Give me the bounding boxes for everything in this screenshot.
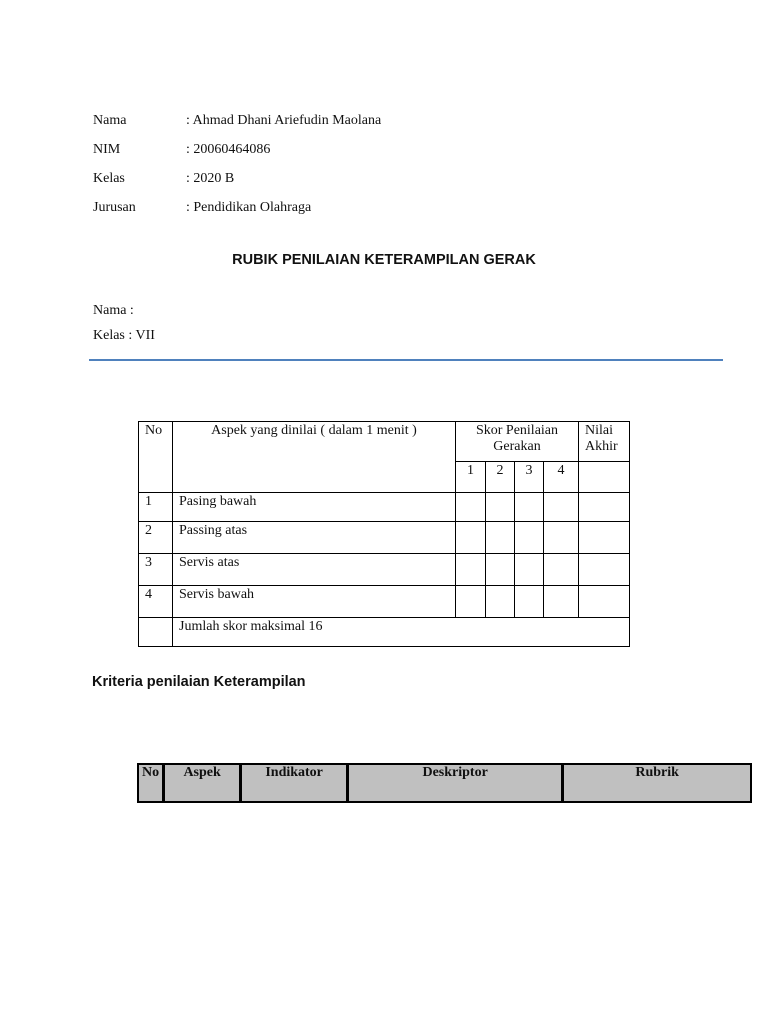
score-col-3: 3 <box>515 462 544 493</box>
info-label: Jurusan <box>93 200 136 215</box>
score-cell <box>486 586 515 618</box>
score-cell <box>544 586 579 618</box>
score-col-4: 4 <box>544 462 579 493</box>
score-col-2: 2 <box>486 462 515 493</box>
table-row <box>139 493 630 522</box>
nilai-cell <box>579 522 630 554</box>
row-no: 1 <box>139 493 173 522</box>
header-skor: Skor Penilaian Gerakan <box>456 422 579 462</box>
rubric-header-indikator: Indikator <box>241 764 348 803</box>
score-col-1: 1 <box>456 462 486 493</box>
nilai-cell <box>579 586 630 618</box>
info-value: : Ahmad Dhani Ariefudin Maolana <box>186 113 382 128</box>
info-label: NIM <box>93 142 121 157</box>
row-aspek: Passing atas <box>173 522 456 554</box>
info-value: : 2020 B <box>186 171 235 186</box>
info-label: Kelas <box>93 171 125 186</box>
info-value: : 20060464086 <box>186 142 271 157</box>
row-no: 4 <box>139 586 173 618</box>
rubric-header-rubrik: Rubrik <box>563 764 752 803</box>
row-aspek: Servis atas <box>173 554 456 586</box>
rubric-header-aspek: Aspek <box>164 764 241 803</box>
score-cell <box>544 522 579 554</box>
header-nilai: Nilai Akhir <box>579 422 630 462</box>
nilai-cell <box>579 462 630 493</box>
row-no: 3 <box>139 554 173 586</box>
score-cell <box>486 522 515 554</box>
score-cell <box>456 586 486 618</box>
score-cell <box>544 493 579 522</box>
score-cell <box>456 554 486 586</box>
table-row <box>139 522 630 554</box>
student-class-line: Kelas : VII <box>93 328 155 343</box>
score-cell <box>515 554 544 586</box>
header-aspek: Aspek yang dinilai ( dalam 1 menit ) <box>173 422 456 493</box>
score-cell <box>486 493 515 522</box>
row-aspek: Servis bawah <box>173 586 456 618</box>
row-no: 2 <box>139 522 173 554</box>
score-cell <box>515 522 544 554</box>
score-cell <box>544 554 579 586</box>
total-no-cell <box>139 618 173 647</box>
score-cell <box>515 586 544 618</box>
total-row <box>139 618 630 647</box>
nilai-cell <box>579 554 630 586</box>
rubric-header-no: No <box>138 764 164 803</box>
rubric-table <box>137 763 752 803</box>
score-cell <box>456 493 486 522</box>
header-no: No <box>139 422 173 493</box>
divider-line <box>89 359 723 361</box>
table-row <box>139 554 630 586</box>
nilai-cell <box>579 493 630 522</box>
table-row <box>139 586 630 618</box>
rubric-header-deskriptor: Deskriptor <box>348 764 563 803</box>
score-cell <box>456 522 486 554</box>
info-value: : Pendidikan Olahraga <box>186 200 312 215</box>
score-table <box>138 421 630 647</box>
criteria-heading: Kriteria penilaian Keterampilan <box>92 674 306 690</box>
score-cell <box>486 554 515 586</box>
page-title: RUBIK PENILAIAN KETERAMPILAN GERAK <box>232 252 536 268</box>
student-name-line: Nama : <box>93 303 134 318</box>
score-cell <box>515 493 544 522</box>
total-label: Jumlah skor maksimal 16 <box>173 618 630 647</box>
info-label: Nama <box>93 113 127 128</box>
row-aspek: Pasing bawah <box>173 493 456 522</box>
